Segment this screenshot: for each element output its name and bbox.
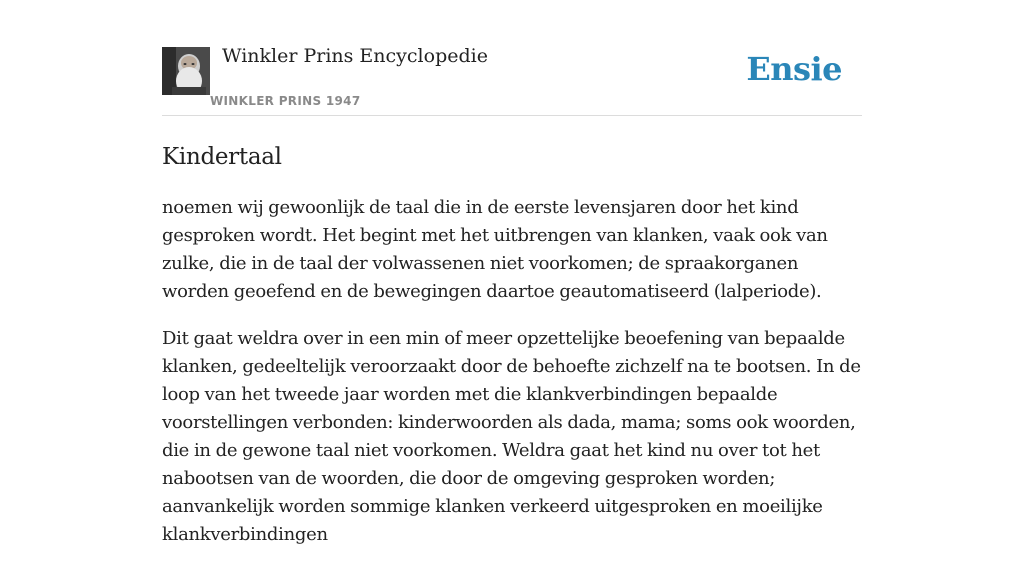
content-column [162,0,862,568]
article-paragraph: noemen wij gewoonlijk de taal die in de eerste levensjaren door het kind gesproken wordt. Het begint met het uitbrengen van klanken, vaak ook van zulke, die in de taal der volwassenen niet voorkomen; de spraakorganen worden geoefend en de bewegingen daartoe geautomatiseerd (lalperiode). [162,197,828,302]
article-paragraph: Dit gaat weldra over in een min of meer opzettelijke beoefening van bepaalde klanken, gedeeltelijk veroorzaakt door de behoefte zichzelf na te bootsen. In de loop van het tweede jaar worden met die klankverbindingen bepaalde voorstellingen verbonden: kinderwoorden als dada, mama; soms ook woorden, die in de gewone taal niet voorkomen. Weldra gaat het kind nu over tot het nabootsen van de woorden, die door de omgeving gesproken worden; aanvankelijk worden sommige klanken verkeerd uitgesproken en moeilijke klankverbindingen [162,328,861,545]
article-title: Kindertaal [162,144,282,170]
source-subtitle[interactable]: WINKLER PRINS 1947 [210,94,361,108]
source-avatar[interactable] [162,47,210,95]
source-title[interactable]: Winkler Prins Encyclopedie [222,45,488,67]
source-header [162,0,862,116]
bearded-man-portrait-icon [162,47,210,95]
brand-logo[interactable]: Ensie [746,50,842,88]
article-body [162,194,862,549]
